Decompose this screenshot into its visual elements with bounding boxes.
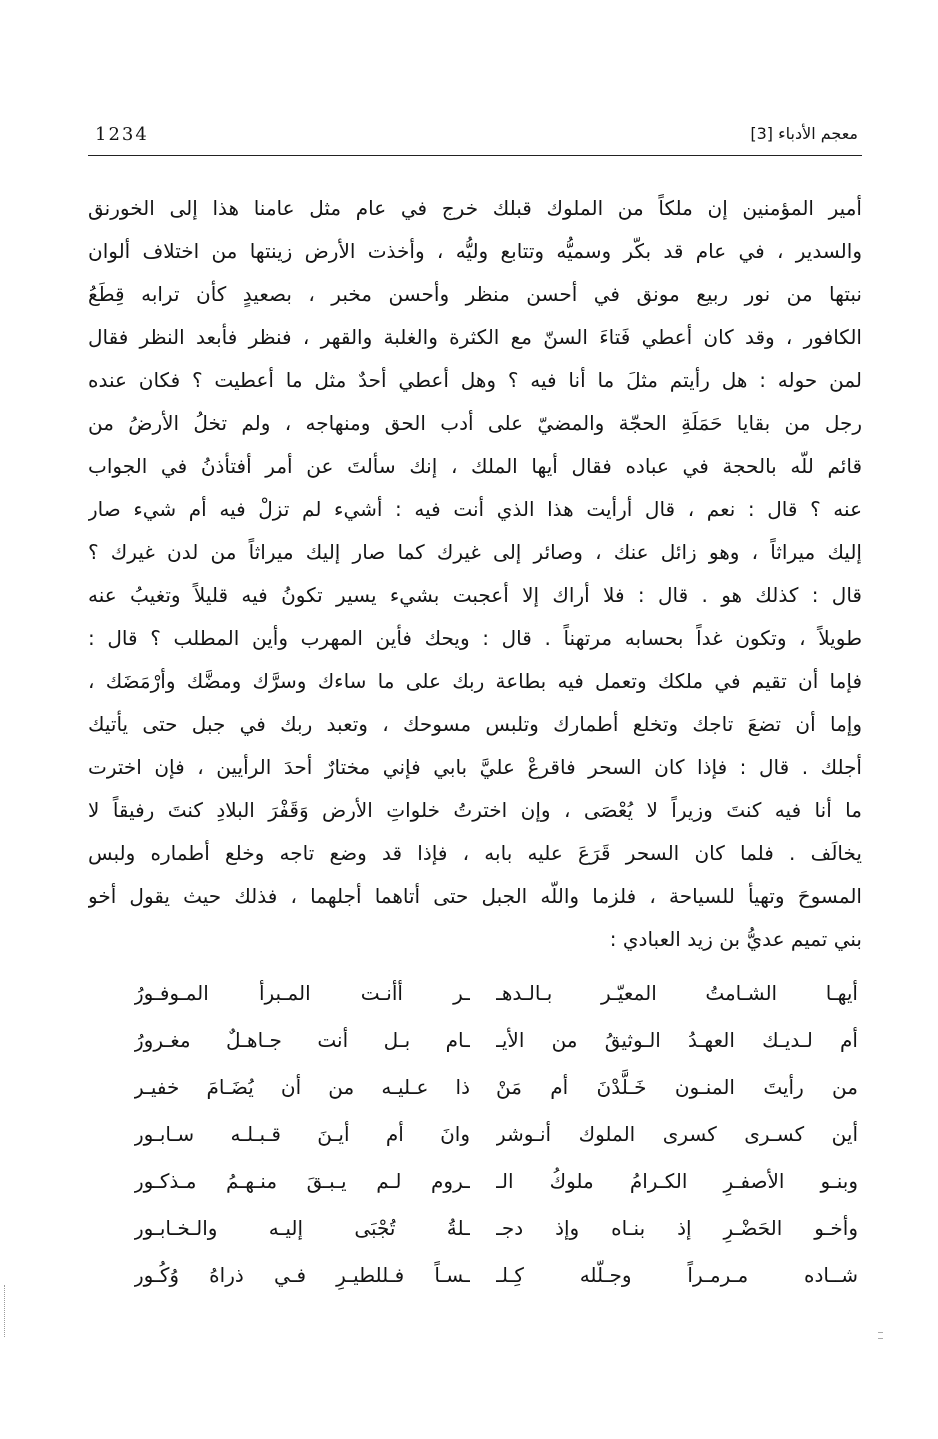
text-line: رجل من بقايا حَمَلَةِ الحجّة والمضيّ على أدب الحق ومنهاجه ، ولم تخلُ الأرضُ من — [88, 411, 862, 435]
text-line: أمير المؤمنين إن ملكاً من الملوك قبلك خرج في عام مثل عامنا هذا إلى الخورنق — [88, 196, 862, 220]
text-line: وإما أن تضعَ تاجك وتخلع أطمارك وتلبس مسوحك ، وتعبد ربك في جبل حتى يأتيك — [88, 712, 862, 736]
text-line: عنه ؟ قال : نعم ، قال أرأيت هذا الذي أنت فيه : أشيء لم تزلْ فيه أم شيء صار — [88, 497, 862, 521]
text-line: قائم للّه بالحجة في عباده فقال أيها الملك ، إنك سألتَ عن أمر أفتأذنُ في الجواب — [88, 454, 862, 478]
text-line: الكافور ، وقد كان أعطي فَتاءَ السنّ مع الكثرة والغلبة والقهر ، فنظر فأبعد النظر فقال — [88, 325, 862, 349]
hemistich-first: أين كسـرى كسرى الملوك أنـوشر — [496, 1122, 858, 1146]
text-line: والسدير ، في عام قد بكّر وسميُّه وتتابع وليُّه ، وأخذت الأرض زينتها من اختلاف ألوان — [88, 239, 862, 263]
hemistich-second: وانَ أم أيـنَ قـبـلـه سـابـور — [134, 1122, 470, 1146]
text-line: فإما أن تقيم في ملكك وتعمل فيه بطاعة ربك على ما ساءك وسرَّك ومضَّك وأرْمَضَك ، — [88, 669, 862, 693]
verse — [130, 1064, 858, 1111]
hemistich-second: ـام بـل أنت جـاهـلٌ مغـرورُ — [134, 1028, 470, 1052]
poem — [130, 970, 858, 1299]
hemistich-second: ذا عـليـه من أن يُضَـامَ خفيـر — [134, 1075, 470, 1099]
hemistich-second: ـلةُ تُجْبَى إليـه والـخـابـور — [134, 1216, 470, 1240]
verse — [130, 1111, 858, 1158]
hemistich-first: وأخـو الحَضْـرِ إذ بنـاه وإذ دجـ — [496, 1216, 858, 1240]
text-line: أجلك . قال : فإذا كان السحر فاقرعْ عليَّ بابي فإني مختارٌ أحدَ الرأيين ، فإن اخترت — [88, 755, 862, 779]
text-line: طويلاً ، وتكون غداً بحسابه مرتهناً . قال : ويحك فأين المهرب وأين المطلب ؟ قال : — [88, 626, 862, 650]
hemistich-first: أم لـديـك العهـدُ الـوثيقُ من الأيـ — [496, 1028, 858, 1052]
verse — [130, 1252, 858, 1299]
text-line: نبتها من نور ربيع مونق في أحسن منظر وأحسن مخبر ، بصعيدٍ كأن ترابه قِطَعُ — [88, 282, 862, 306]
hemistich-first: أيهـا الشـامتُ المعيّـر بـالـدهـ — [496, 981, 858, 1005]
text-line: إليك ميراثاً ، وهو زائل عنك ، وصائر إلى غيرك كما صار إليك ميراثاً من لدن غيرك ؟ — [88, 540, 862, 564]
verse — [130, 970, 858, 1017]
verse — [130, 1205, 858, 1252]
hemistich-second: ـر أأنـت المـبرأ المـوفـورُ — [134, 981, 470, 1005]
verse — [130, 1158, 858, 1205]
prose-paragraph — [88, 187, 862, 961]
page-number: 1234 — [95, 124, 149, 145]
hemistich-second: ـسـاً فـللطيـرِ فـي ذراهُ وُكُـور — [134, 1263, 470, 1287]
header-rule — [88, 155, 862, 156]
scan-artifact-mark — [4, 1285, 5, 1337]
scan-artifact-mark — [878, 1332, 883, 1339]
text-line: لمن حوله : هل رأيتم مثلَ ما أنا فيه ؟ وهل أعطي أحدٌ مثل ما أعطيت ؟ فكان عنده — [88, 368, 862, 392]
hemistich-first: وبنـو الأصفـرِ الكـرامُ ملوكُ الـ — [496, 1169, 858, 1193]
text-line: ما أنا فيه كنتَ وزيراً لا يُعْصَى ، وإن اخترتُ خلواتِ الأرض وَقَفْرَ البلادِ كنتَ رفيقاً لا — [88, 798, 862, 822]
verse — [130, 1017, 858, 1064]
text-line: قال : كذلك هو . قال : فلا أراك إلا أعجبت بشيء يسير تكونُ فيه قليلاً وتغيبُ عنه — [88, 583, 862, 607]
text-line-last: بني تميم عديُّ بن زيد العبادي : — [609, 927, 862, 951]
hemistich-first: من رأيتَ المنـون خَـلَّدْنَ أم مَنْ — [496, 1075, 858, 1099]
running-header-title: معجم الأدباء [3] — [750, 124, 858, 143]
text-line: يخالَف . فلما كان السحر قَرَعَ عليه بابه ، فإذا قد وضع تاجه وخلع أطماره ولبس — [88, 841, 862, 865]
hemistich-second: ـروم لـم يـبـقَ منـهـمُ مـذكـور — [134, 1169, 470, 1193]
text-line: المسوحَ وتهيأ للسياحة ، فلزما واللّه الجبل حتى أتاهما أجلهما ، فذلك حيث يقول أخو — [88, 884, 862, 908]
hemistich-first: شــاده مـرمـراً وجـلّله كِـلـ — [496, 1263, 858, 1287]
